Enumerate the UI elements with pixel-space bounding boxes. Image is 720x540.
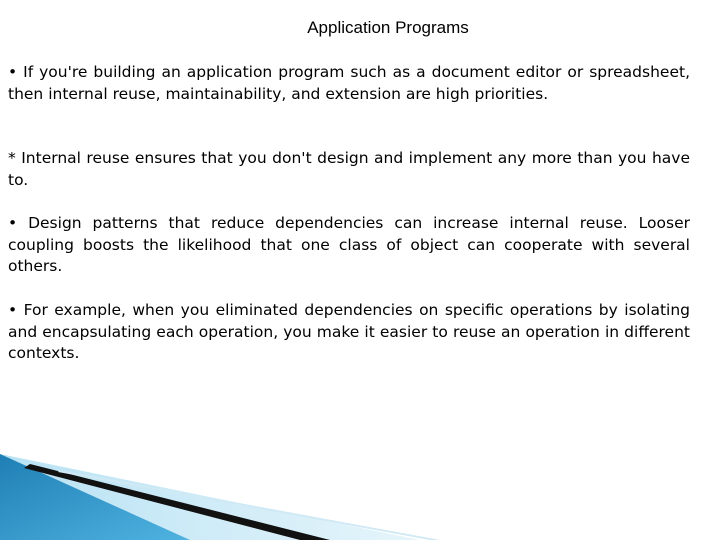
decorative-corner-graphic [0, 440, 720, 540]
bullet-paragraph-1: • If you're building an application program such as a document editor or spreadsheet, then internal reuse, maintainability, and extension are high priorities. [8, 63, 690, 103]
slide-title: Application Programs [307, 18, 469, 37]
bullet-paragraph-2: • Design patterns that reduce dependencies can increase internal reuse. Looser coupling boosts the likelihood that one class of object can cooperate with several others. [8, 214, 690, 275]
sub-bullet-paragraph: * Internal reuse ensures that you don't design and implement any more than you have to. [8, 149, 690, 189]
bullet-paragraph-3: • For example, when you eliminated dependencies on specific operations by isolating and encapsulating each operation, you make it easier to reuse an operation in different contexts. [8, 301, 690, 362]
